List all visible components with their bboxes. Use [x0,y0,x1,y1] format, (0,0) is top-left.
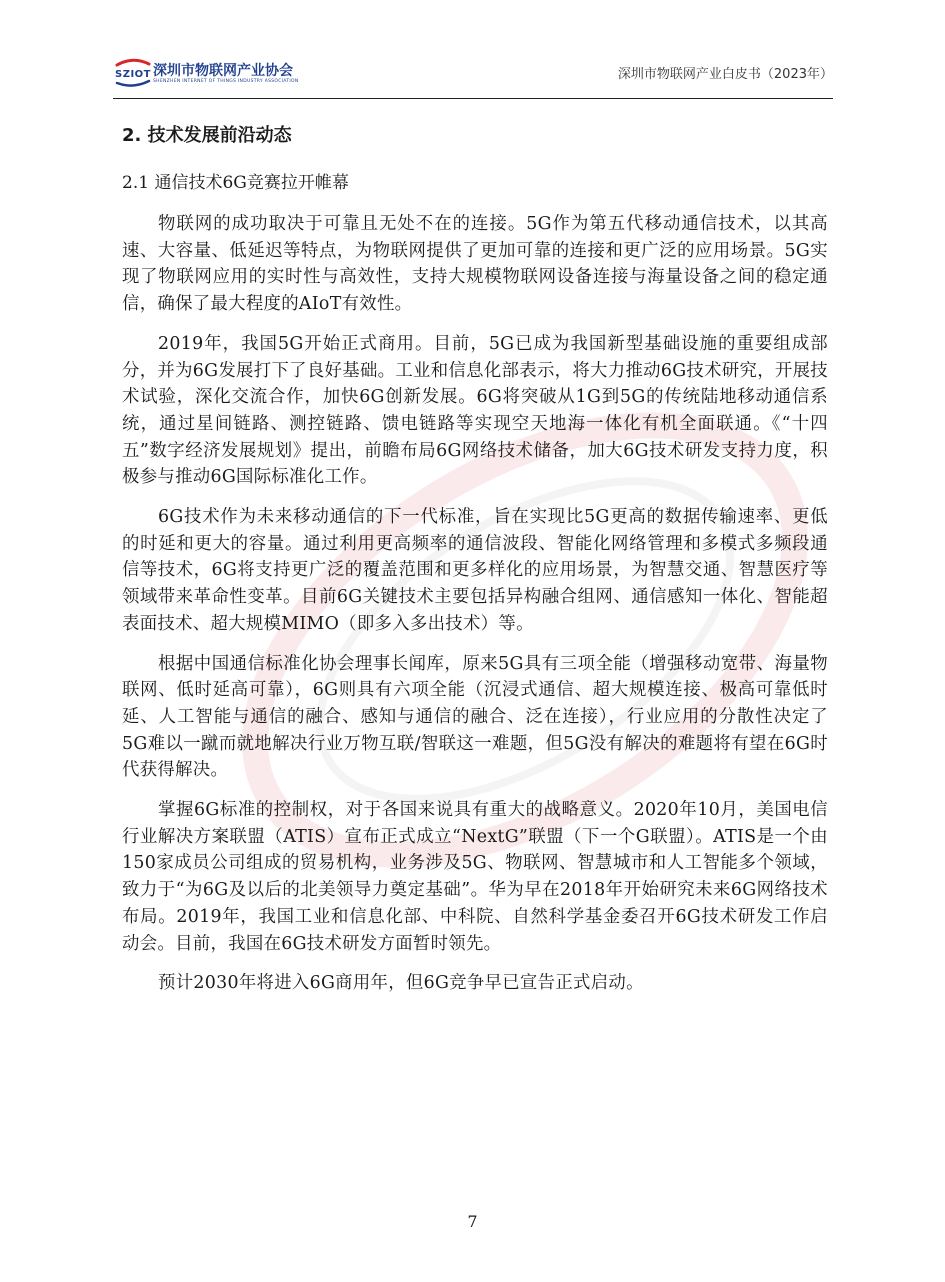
document-title: 深圳市物联网产业白皮书（2023年） [617,67,833,82]
paragraph-4: 根据中国通信标准化协会理事长闻库，原来5G具有三项全能（增强移动宽带、海量物联网、低时延高可靠），6G则具有六项全能（沉浸式通信、超大规模连接、极高可靠低时延、人工智能与通信的融合、感知与通信的融合、泛在连接），行业应用的分散性决定了5G难以一蹴而就地解决行业万物互联/智联这一难题，但5G没有解决的难题将有望在6G时代获得解决。 [122,653,828,781]
paragraph-3: 6G技术作为未来移动通信的下一代标准，旨在实现比5G更高的数据传输速率、更低的时延和更大的容量。通过利用更高频率的通信波段、智能化网络管理和多模式多频段通信等技术，6G将支持更广泛的覆盖范围和更多样化的应用场景，为智慧交通、智慧医疗等领域带来革命性变革。目前6G关键技术主要包括异构融合组网、通信感知一体化、智能超表面技术、超大规模MIMO（即多入多出技术）等。 [122,507,828,634]
subsection-heading: 2.1 通信技术6G竞赛拉开帷幕 [122,173,349,193]
association-logo [113,56,313,90]
logo-chinese-name: 深圳市物联网产业协会 [153,63,293,79]
page-header [113,54,833,96]
logo-english-name: SHENZHEN INTERNET OF THINGS INDUSTRY ASSOCIATION [153,79,299,84]
paragraph-6: 预计2030年将进入6G商用年，但6G竞争早已宣告正式启动。 [158,973,644,994]
body-text [122,211,828,1010]
section-heading: 2. 技术发展前沿动态 [122,125,292,146]
logo-abbreviation: SZIOT [115,69,151,80]
paragraph-1: 物联网的成功取决于可靠且无处不在的连接。5G作为第五代移动通信技术，以其高速、大容量、低延迟等特点，为物联网提供了更加可靠的连接和更广泛的应用场景。5G实现了物联网应用的实时性与高效性，支持大规模物联网设备连接与海量设备之间的稳定通信，确保了最大程度的AIoT有效性。 [122,214,828,315]
paragraph-2: 2019年，我国5G开始正式商用。目前，5G已成为我国新型基础设施的重要组成部分，并为6G发展打下了良好基础。工业和信息化部表示，将大力推动6G技术研究，开展技术试验，深化交流合作，加快6G创新发展。6G将突破从1G到5G的传统陆地移动通信系统，通过星间链路、测控链路、馈电链路等实现空天地海一体化有机全面联通。《“十四五”数字经济发展规划》提出，前瞻布局6G网络技术储备，加大6G技术研发支持力度，积极参与推动6G国际标准化工作。 [122,333,828,488]
header-divider [113,98,833,99]
paragraph-5: 掌握6G标准的控制权，对于各国来说具有重大的战略意义。2020年10月，美国电信行业解决方案联盟（ATIS）宣布正式成立“NextG”联盟（下一个G联盟）。ATIS是一个由150家成员公司组成的贸易机构，业务涉及5G、物联网、智慧城市和人工智能多个领域，致力于“为6G及以后的北美领导力奠定基础”。华为早在2018年开始研究未来6G网络技术布局。2019年，我国工业和信息化部、中科院、自然科学基金委召开6G技术研发工作启动会。目前，我国在6G技术研发方面暂时领先。 [122,800,828,954]
page-number: 7 [467,1212,478,1231]
